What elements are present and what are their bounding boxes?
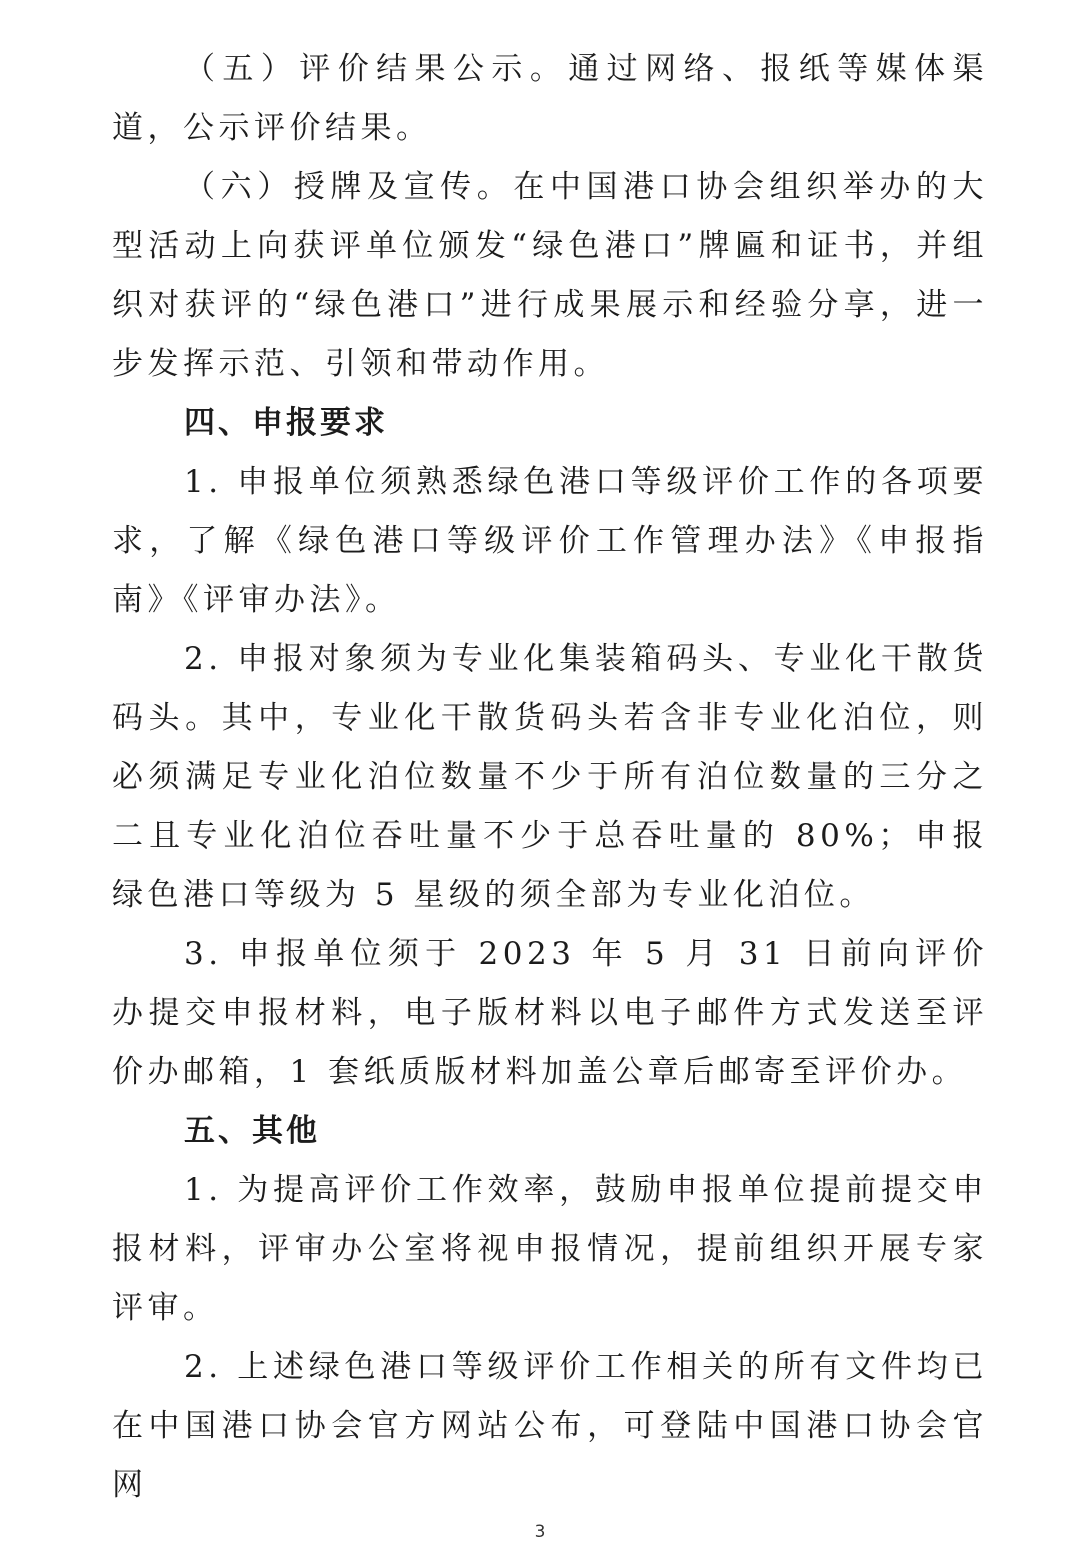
page-number: 3 <box>534 1522 546 1542</box>
para-requirement-3: 3. 申报单位须于 2023 年 5 月 31 日前向评价办提交申报材料，电子版材料以电子邮件方式发送至评价办邮箱，1 套纸质版材料加盖公章后邮寄至评价办。 <box>112 936 988 1090</box>
para-other-2: 2. 上述绿色港口等级评价工作相关的所有文件均已在中国港口协会官方网站公布，可登陆中国港口协会官网 <box>112 1349 988 1503</box>
para-requirement-1: 1. 申报单位须熟悉绿色港口等级评价工作的各项要求，了解《绿色港口等级评价工作管理办法》《申报指南》《评审办法》。 <box>112 464 988 618</box>
para-other-1: 1. 为提高评价工作效率，鼓励申报单位提前提交申报材料，评审办公室将视申报情况，提前组织开展专家评审。 <box>112 1172 988 1326</box>
para-award-and-publicity: （六）授牌及宣传。在中国港口协会组织举办的大型活动上向获评单位颁发“绿色港口”牌匾和证书，并组织对获评的“绿色港口”进行成果展示和经验分享，进一步发挥示范、引领和带动作用。 <box>112 169 988 382</box>
para-evaluation-result-publicity: （五）评价结果公示。通过网络、报纸等媒体渠道，公示评价结果。 <box>112 51 988 146</box>
para-requirement-2: 2. 申报对象须为专业化集装箱码头、专业化干散货码头。其中，专业化干散货码头若含非专业化泊位，则必须满足专业化泊位数量不少于所有泊位数量的三分之二且专业化泊位吞吐量不少于总吞吐量的 80%；申报绿色港口等级为 5 星级的须全部为专业化泊位。 <box>112 641 988 913</box>
heading-others: 五、其他 <box>184 1113 320 1149</box>
document-body <box>112 40 988 1515</box>
heading-application-requirements: 四、申报要求 <box>184 405 388 441</box>
